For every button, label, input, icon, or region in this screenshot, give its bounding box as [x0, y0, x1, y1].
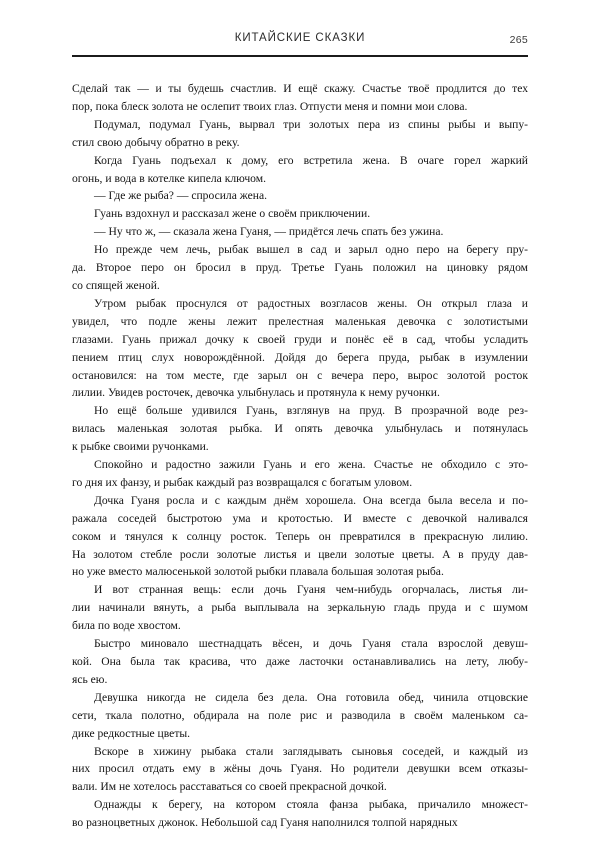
- text-line: них просил отдать ему в жёны дочь Гуаня. Но родители девушки всем отказы-: [72, 762, 528, 776]
- running-head: [72, 32, 528, 52]
- page-number: 265: [509, 34, 528, 46]
- paragraph: [72, 581, 528, 635]
- text-line: кой. Она была так красива, что даже ласточки останавливались на лету, любу-: [72, 655, 528, 668]
- text-line: Когда Гуань подъехал к дому, его встретила жена. В очаге горел жаркий: [94, 153, 528, 167]
- text-line: дике редкостные цветы.: [72, 726, 191, 740]
- paragraph: [72, 80, 528, 116]
- text-line: го дня их фанзу, и рыбак каждый раз возвращался с богатым уловом.: [72, 475, 413, 489]
- text-line: лии начинали вянуть, а рыба выплывала на зеркальную гладь пруда и с шумом: [72, 601, 528, 615]
- paragraph: [72, 492, 528, 582]
- body-text: [72, 80, 528, 832]
- text-line: И вот странная вещь: если дочь Гуаня чем-нибудь огорчалась, листья ли-: [94, 583, 528, 597]
- text-line: остановился: на том месте, где зарыл он с вечера перо, вырос золотой росток: [72, 368, 528, 382]
- paragraph: [72, 796, 528, 832]
- text-line: соком и тянулся к солнцу росток. Теперь он превратился в прекрасную лилию.: [72, 529, 528, 543]
- text-line: Подумал, подумал Гуань, вырвал три золотых пера из спины рыбы и выпу-: [94, 117, 528, 131]
- header-rule: [72, 55, 528, 57]
- text-line: стил свою добычу обратно в реку.: [72, 135, 240, 149]
- text-line: Спокойно и радостно зажили Гуань и его жена. Счастье не обходило с это-: [94, 458, 528, 472]
- text-line: На золотом стебле росли золотые листья и цвели золотые цветы. А в пруду дав-: [72, 547, 528, 561]
- running-head-title: КИТАЙСКИЕ СКАЗКИ: [234, 32, 366, 44]
- paragraph: [72, 116, 528, 152]
- text-line: лилии. Увидев росточек, девочка улыбнулась и протянула к нему ручонки.: [72, 386, 440, 400]
- paragraph: [72, 689, 528, 743]
- text-line: глазами. Гуань прижал дочку к своей груди и понёс её в сад, чтобы усладить: [72, 332, 528, 346]
- text-line: Гуань вздохнул и рассказал жене о своём приключении.: [94, 207, 371, 221]
- text-line: Быстро миновало шестнадцать вёсен, и дочь Гуаня стала взрослой девуш-: [94, 637, 528, 651]
- paragraph: [72, 743, 528, 797]
- text-line: — Где же рыба? — спросила жена.: [94, 189, 268, 203]
- text-line: пением птиц слух новорождённой. Дойдя до берега пруда, рыбак в изумлении: [72, 350, 528, 364]
- paragraph: [72, 187, 528, 205]
- text-line: огонь, и вода в котелке кипела ключом.: [72, 171, 266, 185]
- paragraph: [72, 241, 528, 295]
- text-line: Девушка никогда не сидела без дела. Она готовила обед, чинила отцовские: [94, 690, 528, 704]
- text-line: Дочка Гуаня росла и с каждым днём хорошела. Она всегда была весела и по-: [94, 493, 528, 507]
- paragraph: [72, 223, 528, 241]
- text-line: вали. Им не хотелось расставаться со своей прекрасной дочкой.: [72, 780, 387, 794]
- text-line: пор, пока блеск золота не ослепит твоих глаз. Отпусти меня и помни мои слова.: [72, 99, 468, 113]
- text-line: — Ну что ж, — сказала жена Гуаня, — придётся лечь спать без ужина.: [94, 225, 444, 239]
- paragraph: [72, 635, 528, 689]
- paragraph: [72, 402, 528, 456]
- text-line: да. Второе перо он бросил в пруд. Третье Гуань положил на циновку рядом: [72, 261, 528, 275]
- text-line: увидел, что подле жены лежит прелестная маленькая девочка с золотистыми: [72, 314, 528, 328]
- text-line: но уже вместо малюсенькой золотой рыбки плавала большая золотая рыба.: [72, 565, 444, 579]
- text-line: сети, ткала полотно, обдирала на поле рис и разводила в своём маленьком са-: [72, 708, 528, 722]
- text-line: во разноцветных джонок. Небольшой сад Гуаня наполнился толпой нарядных: [72, 816, 458, 830]
- text-line: вилась маленькая золотая рыбка. И опять девочка улыбнулась и потянулась: [72, 422, 528, 436]
- text-line: Однажды к берегу, на котором стояла фанза рыбака, причалило множест-: [94, 798, 528, 812]
- paragraph: [72, 456, 528, 492]
- text-line: ясь ею.: [72, 672, 108, 686]
- text-line: Но ещё больше удивился Гуань, взглянув на пруд. В прозрачной воде рез-: [94, 404, 528, 418]
- text-line: со спящей женой.: [72, 278, 160, 292]
- text-line: к рыбке своими ручонками.: [72, 440, 209, 454]
- text-line: Утром рыбак проснулся от радостных возгласов жены. Он открыл глаза и: [94, 296, 528, 310]
- paragraph: [72, 205, 528, 223]
- text-line: била по воде хвостом.: [72, 619, 181, 633]
- text-line: ражала соседей быстротою ума и кротостью. И вместе с девочкой наливался: [72, 511, 528, 525]
- text-line: Сделай так — и ты будешь счастлив. И ещё скажу. Счастье твоё продлится до тех: [72, 82, 528, 95]
- paragraph: [72, 295, 528, 402]
- text-line: Вскоре в хижину рыбака стали заглядывать сыновья соседей, и каждый из: [94, 744, 528, 758]
- paragraph: [72, 152, 528, 188]
- text-line: Но прежде чем лечь, рыбак вышел в сад и зарыл одно перо на берегу пру-: [94, 243, 528, 257]
